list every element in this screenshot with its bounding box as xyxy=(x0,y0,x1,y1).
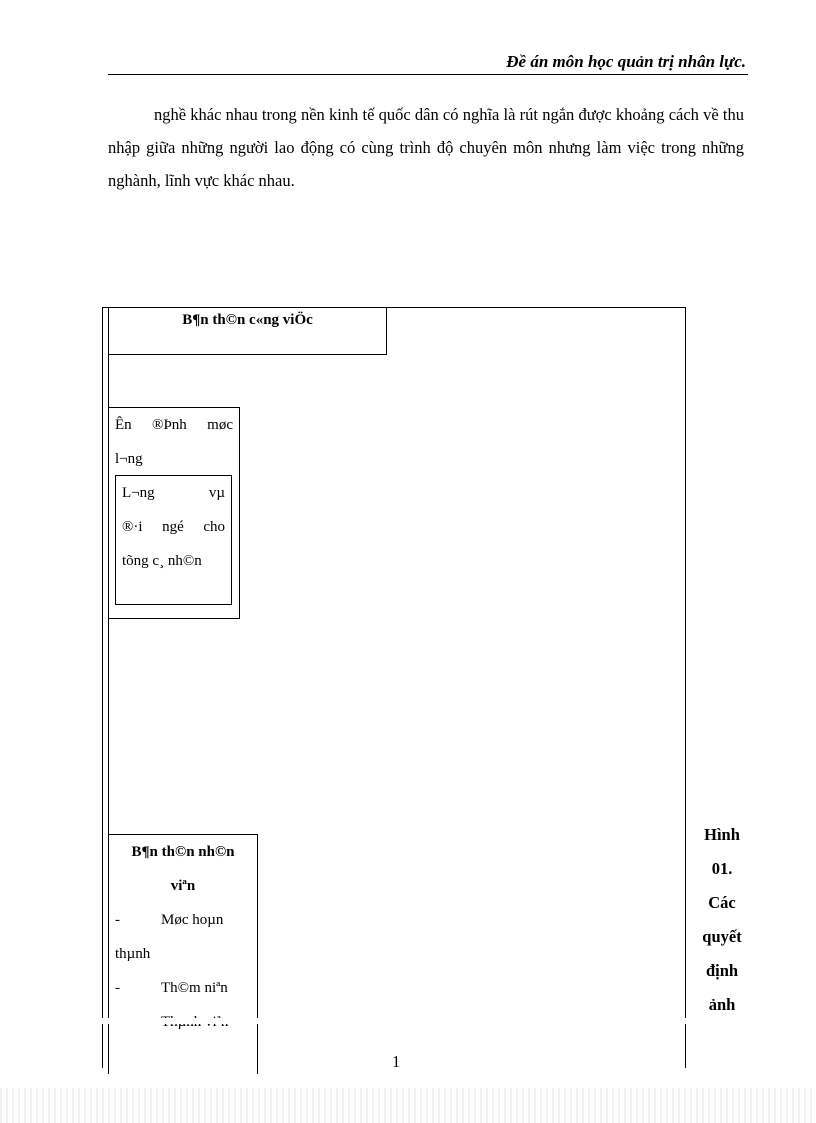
body-paragraph xyxy=(108,98,744,197)
caption-word: định xyxy=(705,961,739,980)
job-box-label: B¶n th©n c«ng viÖc xyxy=(182,312,313,328)
salary-box-line1: Ên ®Þnh møc xyxy=(115,417,233,433)
staff-item-dash: - xyxy=(115,912,120,928)
staff-item-dash: - xyxy=(115,980,120,996)
job-box xyxy=(108,307,387,355)
page-break-mask xyxy=(0,1018,816,1024)
staff-item-text: Th©m niªn xyxy=(161,980,228,996)
caption-word: ảnh xyxy=(708,995,736,1014)
individual-pay-box xyxy=(115,475,232,605)
individual-pay-line2: ®·i ngé cho xyxy=(122,519,225,535)
header-title: Đề án môn học quản trị nhân lực. xyxy=(506,52,746,71)
staff-box xyxy=(108,834,258,1074)
caption-word: Hình xyxy=(704,825,740,844)
caption-word: quyết xyxy=(702,927,742,946)
staff-item-text: Møc hoµn xyxy=(161,912,224,928)
page-bottom-band xyxy=(0,1088,816,1123)
individual-pay-line3: tõng c¸ nh©n xyxy=(122,553,202,569)
salary-box-line2: l¬ng xyxy=(115,451,143,467)
individual-pay-line1: L¬ng vµ xyxy=(122,485,225,501)
staff-box-title2: viªn xyxy=(170,878,196,894)
header-rule xyxy=(108,74,748,75)
paragraph-text: nghề khác nhau trong nền kinh tế quốc dân có nghĩa là rút ngắn được khoảng cách về thu nhập giữa những người lao động có cùng trình độ chuyên môn nhưng làm việc trong những nghành, lĩnh vực khác nhau. xyxy=(108,105,744,190)
figure-caption xyxy=(694,818,750,1022)
caption-word: Các xyxy=(708,893,736,912)
caption-word: 01. xyxy=(711,859,733,878)
staff-box-title1: B¶n th©n nh©n xyxy=(131,844,235,860)
staff-item xyxy=(115,903,251,937)
staff-item-wrap: thµnh xyxy=(115,946,151,962)
staff-item xyxy=(115,971,251,1005)
page-number: 1 xyxy=(392,1052,401,1071)
